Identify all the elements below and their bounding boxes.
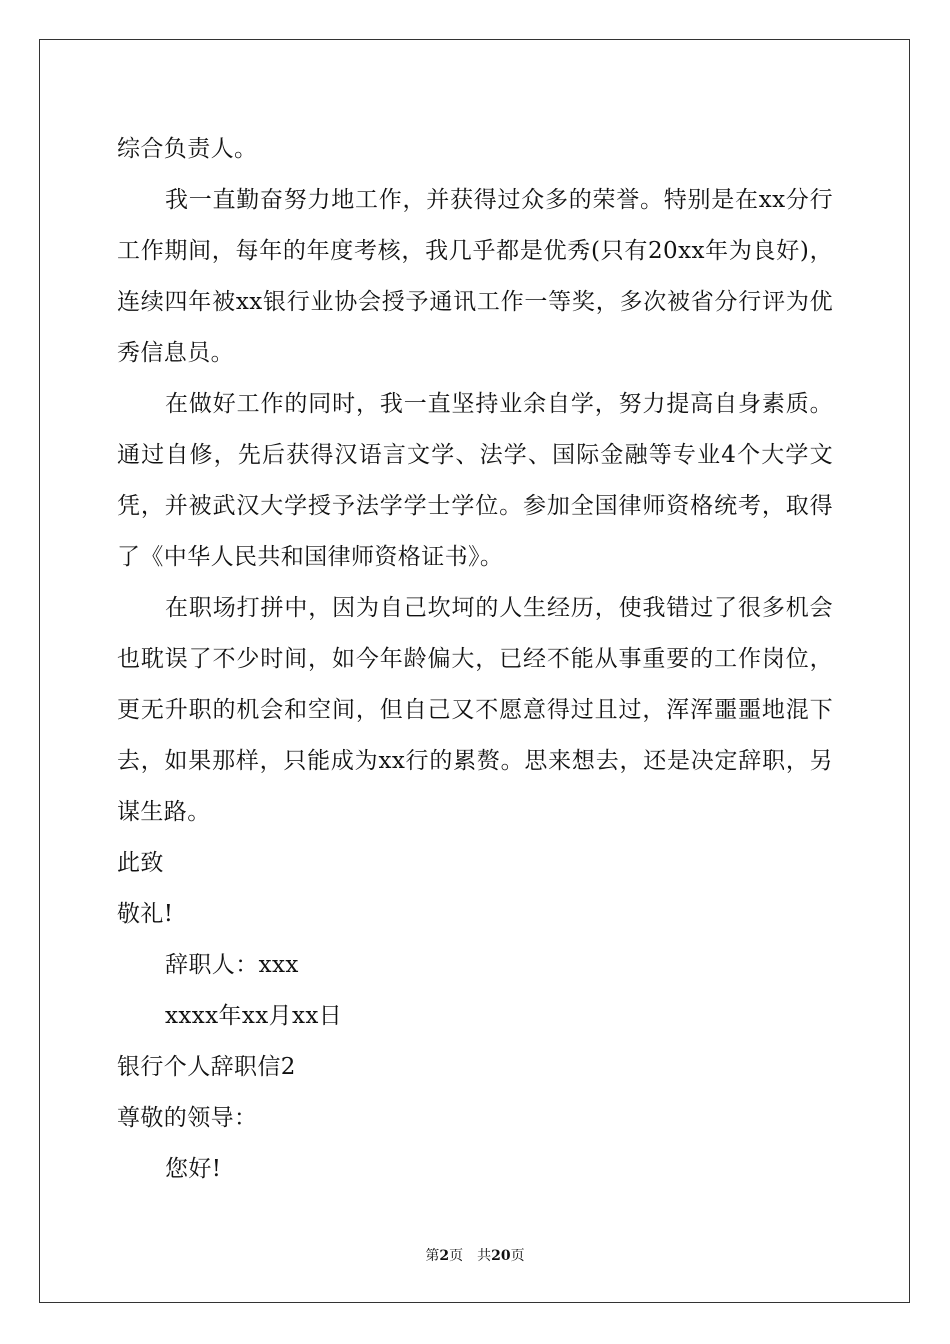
footer-page-suffix: 页 (449, 1248, 464, 1264)
footer-page-prefix: 第 (425, 1248, 440, 1264)
closing-salutation: 此致 (117, 850, 164, 876)
footer-total-suffix: 页 (510, 1248, 525, 1264)
paragraph-self-study: 在做好工作的同时，我一直坚持业余自学，努力提高自身素质。通过自修，先后获得汉语言文学、法学、国际金融等专业4个大学文凭，并被武汉大学授予法学学士学位。参加全国律师资格统考，取得了《中华人民共和国律师资格证书》。 (117, 391, 833, 570)
section-heading: 银行个人辞职信2 (117, 1054, 296, 1080)
letter-greeting: 您好! (165, 1156, 222, 1182)
signature-name: 辞职人：xxx (165, 952, 299, 978)
document-body (117, 124, 833, 1195)
paragraph-continuation: 综合负责人。 (117, 136, 258, 162)
footer-total-pages: 20 (491, 1248, 511, 1264)
signature-date: xxxx年xx月xx日 (165, 1003, 343, 1029)
footer-total-prefix: 共 (477, 1248, 492, 1264)
footer-page-number: 2 (439, 1248, 450, 1264)
paragraph-honors: 我一直勤奋努力地工作，并获得过众多的荣誉。特别是在xx分行工作期间，每年的年度考核，我几乎都是优秀(只有20xx年为良好)，连续四年被xx银行业协会授予通讯工作一等奖，多次被省分行评为优秀信息员。 (117, 187, 833, 366)
page-footer (0, 1247, 950, 1265)
letter-salutation: 尊敬的领导： (117, 1105, 258, 1131)
paragraph-resignation-reason: 在职场打拼中，因为自己坎坷的人生经历，使我错过了很多机会也耽误了不少时间，如今年龄偏大，已经不能从事重要的工作岗位，更无升职的机会和空间，但自己又不愿意得过且过，浑浑噩噩地混下去，如果那样，只能成为xx行的累赘。思来想去，还是决定辞职，另谋生路。 (117, 595, 833, 825)
closing-regards: 敬礼! (117, 901, 174, 927)
